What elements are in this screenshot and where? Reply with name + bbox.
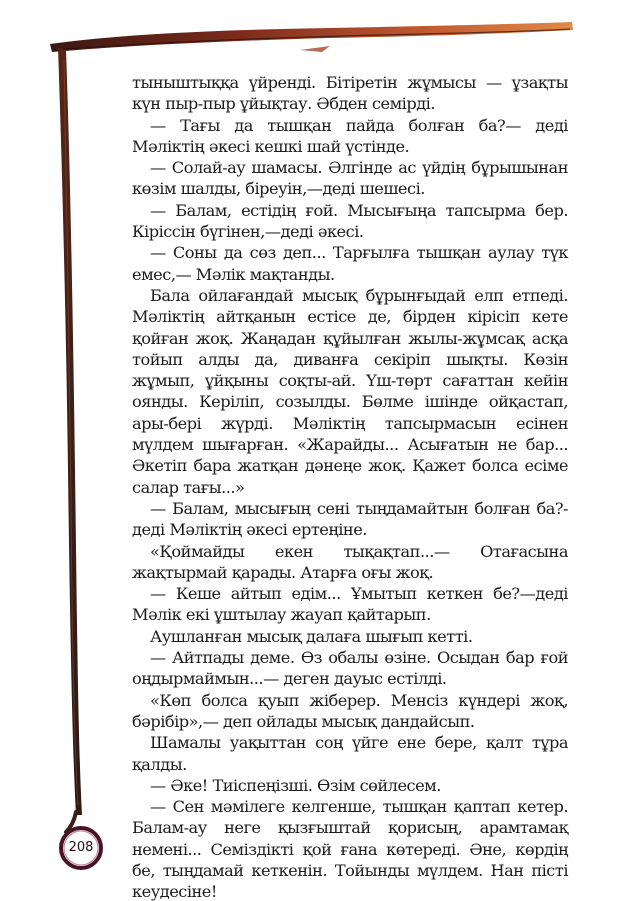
story-text — [132, 72, 568, 901]
paragraph: — Балам, естідің ғой. Мысығыңа тапсырма бер. Кіріссін бүгінен,—деді әкесі. — [132, 200, 568, 242]
paragraph: — Сен мәмілеге келгенше, тышқан қаптап кетер. Балам-ау неге қызғыштай қорисың, арамтамақ немені... Семіздікті қой ғана көтереді. Әне, көрдің бе, тыңдамай кеткенін. Тойынды мүлдем. Нан пісті кеудесіне! — [132, 797, 568, 901]
paragraph: Бала ойлағандай мысық бұрынғыдай елп етпеді. Мәліктің айтқанын естісе де, бірден кірісіп кете қойған жоқ. Жаңадан құйылған жылы-жұмсақ асқа тойып алды да, диванға секіріп шықты. Көзін жұмып, ұйқыны соқты-ай. Үш-төрт сағаттан кейін оянды. Керіліп, созылды. Бөлме ішінде ойқастап, ары-бері жүрді. Мәліктің тапсырмасын есінен мүлдем шығарған. «Жарайды... Асығатын не бар... Әкетіп бара жатқан дәнеңе жоқ. Қажет болса есіме салар тағы...» — [132, 285, 568, 497]
paragraph: — Солай-ау шамасы. Әлгінде ас үйдің бұрышынан көзім шалды, біреуін,—деді шешесі. — [132, 158, 568, 199]
paragraph: — Тағы да тышқан пайда болған ба?— деді Мәліктің әкесі кешкі шай үстінде. — [132, 115, 568, 156]
paragraph: «Көп болса қуып жіберер. Менсіз күндері жоқ, бәрібір»,— деп ойлады мысық дандайсып. — [132, 690, 568, 731]
paragraph: Шамалы уақыттан соң үйге ене бере, қалт тұра қалды. — [132, 733, 568, 774]
top-splatter — [300, 46, 330, 52]
paragraph: «Қоймайды екен тықақтап...— Отағасына жақтырмай қарады. Атарға оғы жоқ. — [132, 541, 568, 582]
paragraph: тыныштыққа үйренді. Бітіретін жұмысы — ұзақты күн пыр-пыр ұйықтау. Әбден семірді. — [132, 73, 568, 114]
paragraph: — Айтпады деме. Өз обалы өзіне. Осыдан бар ғой оңдырмаймын...— деген дауыс естілді. — [132, 648, 568, 689]
page-number: 208 — [68, 840, 94, 855]
paragraph: — Соны да сөз деп... Тарғылға тышқан аулау түк емес,— Мәлік мақтанды. — [132, 243, 568, 284]
paragraph: — Әке! Тиіспеңізші. Өзім сөйлесем. — [150, 775, 441, 795]
paragraph: — Балам, мысығың сені тыңдамайтын болған ба?-деді Мәліктің әкесі ертеңіне. — [132, 498, 568, 540]
paragraph: Аушланған мысық далаға шығып кетті. — [150, 626, 473, 646]
paragraph: — Кеше айтып едім... Ұмытып кеткен бе?—деді Мәлік екі ұштылау жауап қайтарып. — [132, 584, 568, 625]
